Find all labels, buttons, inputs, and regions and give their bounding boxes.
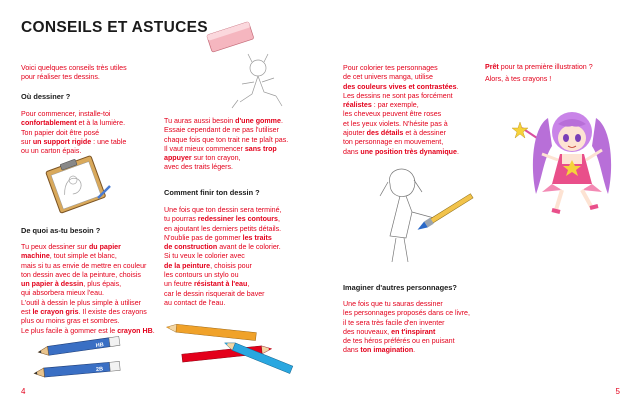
sketch-girl-brush-illustration: [360, 166, 490, 266]
clipboard-illustration: [42, 160, 112, 210]
right-page: [320, 0, 640, 410]
imagine-text: Une fois que tu sauras dessiner les personnages proposés dans ce livre, il te sera très facile d'en inventer des nouveaux, en t'inspirant de tes héros préférés ou en puisant dans ton imagination.: [343, 300, 470, 355]
page-title: CONSEILS ET ASTUCES: [21, 19, 208, 36]
page-number-left: 4: [21, 387, 26, 396]
eraser-sketch-illustration: [200, 22, 290, 112]
intro-text: Voici quelques conseils très utiles pour réaliser tes dessins.: [21, 64, 127, 82]
ready-text: Prêt pour ta première illustration ? Alors, à tes crayons !: [485, 63, 593, 84]
color-text: Pour colorier tes personnages de cet univers manga, utilise des couleurs vives et contrastées. Les dessins ne sont pas forcément réalistes : par exemple, les cheveux peuvent être roses et les yeux violets. N'hésite pas à ajouter des détails et à dessiner ton personnage en mouvement, dans une position très dynamique.: [343, 64, 459, 156]
pencil-label-2b: 2B: [95, 366, 104, 374]
finish-text: Une fois que ton dessin sera terminé, tu pourras redessiner les contours, en ajoutant les derniers petits détails. N'oublie pas de gommer les traits de construction avant de le colorier. Si tu veux le colorier avec de la peinture, choisis pour les contours un stylo ou un feutre résistant à l'eau, car le dessin risquerait de baver au contact de l'eau.: [164, 206, 282, 307]
page-number-right: 5: [615, 387, 620, 396]
colored-pencils-illustration: [162, 326, 302, 386]
imagine-heading: Imaginer d'autres personnages?: [343, 283, 457, 292]
where-text: Pour commencer, installe-toi confortablement et à la lumière. Ton papier doit être posé sur un support rigide : une table ou un carton épais.: [21, 110, 127, 156]
magical-girl-illustration: [512, 98, 622, 228]
pencil-label-hb: HB: [95, 342, 105, 350]
need-text: Tu peux dessiner sur du papier machine, tout simple et blanc, mais si tu as envie de mettre en couleur ton dessin avec de la peinture, choisis un papier à dessin, plus épais, qui absorbera mieux l'eau. L'outil à dessin le plus simple à utiliser est le crayon gris. Il existe des crayons plus ou moins gras et sombres. Le plus facile à gommer est le crayon HB.: [21, 243, 155, 335]
need-heading: De quoi as-tu besoin ?: [21, 226, 101, 235]
eraser-text: Tu auras aussi besoin d'une gomme. Essaie cependant de ne pas l'utiliser chaque fois que ton trait ne te plaît pas. Il vaut mieux commencer sans trop appuyer sur ton crayon, avec des traits légers.: [164, 117, 289, 172]
where-heading: Où dessiner ?: [21, 92, 71, 101]
graphite-pencils-illustration: [34, 336, 124, 386]
finish-heading: Comment finir ton dessin ?: [164, 188, 260, 197]
